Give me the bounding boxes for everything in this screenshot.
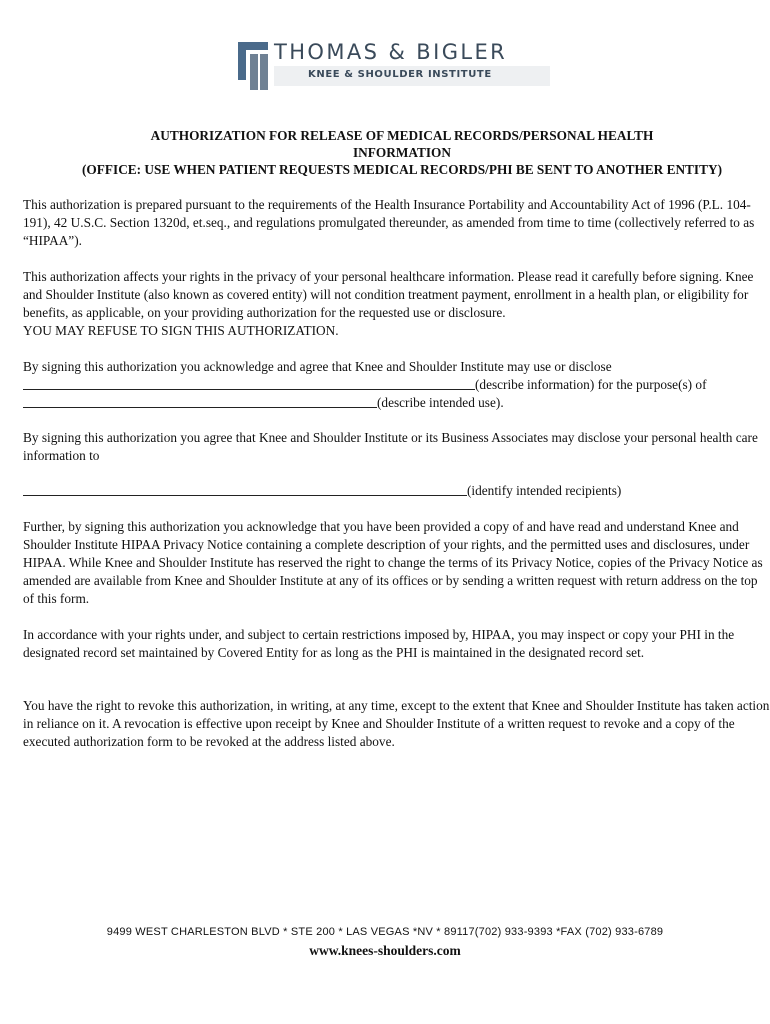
refuse-to-sign-notice: YOU MAY REFUSE TO SIGN THIS AUTHORIZATION. [23,323,339,338]
use-disclose-paragraph [23,358,770,412]
describe-use-label: (describe intended use). [377,395,504,410]
institute-logo [238,40,552,92]
privacy-rights-paragraph [23,268,770,340]
privacy-notice-paragraph: Further, by signing this authorization you acknowledge that you have been provided a copy of and have read and understand Knee and Shoulder Institute HIPAA Privacy Notice containing a complete description of your rights, and the permitted uses and disclosures, under HIPAA. While Knee and Shoulder Institute has reserved the right to change the terms of its Privacy Notice, copies of the Privacy Notice as amended are available from Knee and Shoulder Institute at any of its offices or by sending a written request with return address on the top of this form. [23,519,763,606]
logo-subtitle: KNEE & SHOULDER INSTITUTE [308,69,492,80]
footer-address: 9499 WEST CHARLESTON BLVD * STE 200 * LAS VEGAS *NV * 89117(702) 933-9393 *FAX (702) 933-6789 [106,926,664,938]
logo-mark-icon [238,42,268,90]
intended-use-blank[interactable] [23,394,377,408]
inspect-copy-paragraph: In accordance with your rights under, and subject to certain restrictions imposed by, HIPAA, you may inspect or copy your PHI in the designated record set maintained by Covered Entity for as long as the PHI is maintained in the designated record set. [23,627,735,660]
footer-website[interactable]: www.knees-shoulders.com [309,943,461,958]
revocation-paragraph: You have the right to revoke this authorization, in writing, at any time, except to the extent that Knee and Shoulder Institute has taken action in reliance on it. A revocation is effective upon receipt by Knee and Shoulder Institute of a written request to revoke and a copy of the executed authorization form to be revoked at the address listed above. [23,698,770,749]
recipients-line [23,482,770,500]
identify-recipients-label: (identify intended recipients) [467,483,622,498]
recipients-blank[interactable] [23,482,467,496]
use-disclose-intro: By signing this authorization you acknowledge and agree that Knee and Shoulder Institute may use or disclose [23,359,612,374]
hipaa-preamble: This authorization is prepared pursuant to the requirements of the Health Insurance Portability and Accountability Act of 1996 (P.L. 104-191), 42 U.S.C. Section 1320d, et.seq., and regulations promulgated thereunder, as amended from time to time (collectively referred to as “HIPAA”). [23,197,755,248]
document-title [20,127,770,178]
title-line-3: (OFFICE: USE WHEN PATIENT REQUESTS MEDICAL RECORDS/PHI BE SENT TO ANOTHER ENTITY) [82,162,722,177]
title-line-2: INFORMATION [353,145,451,160]
privacy-rights-text: This authorization affects your rights in the privacy of your personal healthcare information. Please read it carefully before signing. Knee and Shoulder Institute (also known as covered entity) will not condition treatment payment, enrollment in a health plan, or eligibility for benefits, as applicable, on your providing authorization for the requested use or disclosure. [23,269,754,320]
business-associates-paragraph: By signing this authorization you agree that Knee and Shoulder Institute or its Business Associates may disclose your personal health care information to [23,430,758,463]
title-line-1: AUTHORIZATION FOR RELEASE OF MEDICAL RECORDS/PERSONAL HEALTH [150,128,654,143]
logo-name: THOMAS & BIGLER [274,40,508,64]
describe-information-label: (describe information) for the purpose(s) of [475,377,707,392]
information-blank[interactable] [23,376,475,390]
